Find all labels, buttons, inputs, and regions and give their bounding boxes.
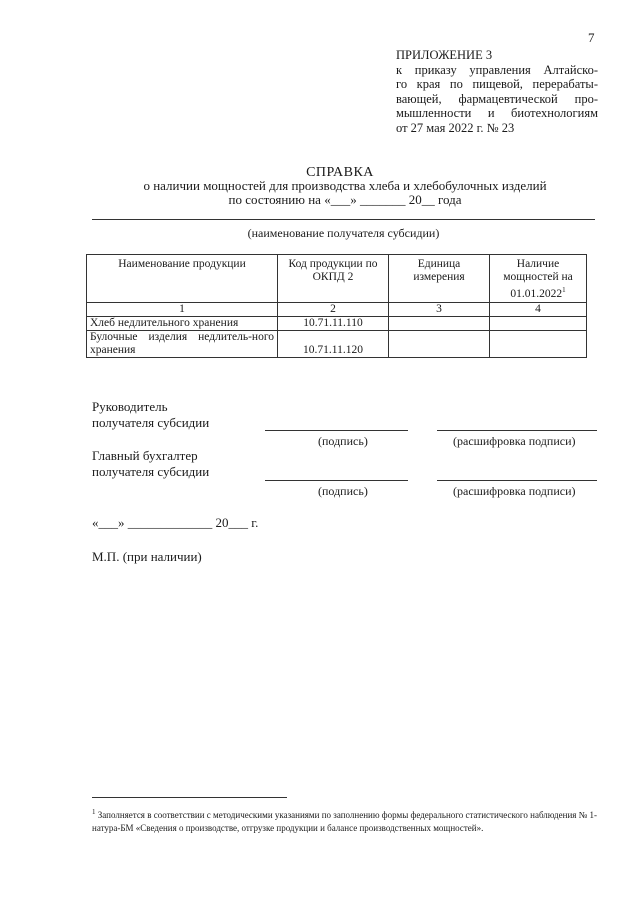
accountant-title: Главный бухгалтер <box>92 448 198 463</box>
head-decoding-line[interactable] <box>437 430 597 431</box>
product-name-cell: Булочные изделия недлитель-ного хранения <box>87 331 278 358</box>
table-row <box>87 331 587 358</box>
appendix-line: го края по пищевой, перерабаты- <box>396 77 598 91</box>
footnote-separator <box>92 797 287 798</box>
accountant-decoding-line[interactable] <box>437 480 597 481</box>
header-capacity <box>490 255 587 303</box>
date-line: «___» _____________ 20___ г. <box>92 515 259 530</box>
column-number: 1 <box>87 303 278 317</box>
capacity-table <box>86 254 587 358</box>
header-okpd-code: Код продукции по ОКПД 2 <box>278 255 389 303</box>
product-name-cell: Хлеб недлительного хранения <box>87 317 278 331</box>
column-number: 4 <box>490 303 587 317</box>
header-unit: Единица измерения <box>389 255 490 303</box>
table-number-row <box>87 303 587 317</box>
appendix-line: мышленности и биотехнологиям <box>396 106 598 120</box>
footnote-text: Заполняется в соответствии с методическими указаниями по заполнению формы федерального статистического наблюдения № 1-натура-БМ «Сведения о производстве, отгрузке продукции и балансе производственных мощностей». <box>92 810 597 833</box>
head-subtitle: получателя субсидии <box>92 415 210 430</box>
stamp-label: М.П. (при наличии) <box>92 549 202 564</box>
appendix-line: от 27 мая 2022 г. № 23 <box>396 120 515 135</box>
recipient-fill-line <box>92 219 595 220</box>
signature-caption: (подпись) <box>318 434 368 448</box>
recipient-label: (наименование получателя субсидии) <box>247 226 440 240</box>
product-code-cell: 10.71.11.120 <box>278 331 389 358</box>
product-code-cell: 10.71.11.110 <box>278 317 389 331</box>
document-title: СПРАВКА <box>306 165 374 180</box>
header-capacity-text: Наличие мощностей на 01.01.2022 <box>503 258 573 300</box>
decoding-caption: (расшифровка подписи) <box>453 434 576 448</box>
appendix-title: ПРИЛОЖЕНИЕ 3 <box>396 48 493 62</box>
unit-cell[interactable] <box>389 331 490 358</box>
column-number: 2 <box>278 303 389 317</box>
appendix-line: вающей, фармацевтической про- <box>396 91 598 106</box>
accountant-subtitle: получателя субсидии <box>92 464 210 479</box>
accountant-signature-line[interactable] <box>265 480 408 481</box>
appendix-block <box>396 48 598 135</box>
table-row <box>87 317 587 331</box>
column-number: 3 <box>389 303 490 317</box>
subtitle-date-line: по состоянию на «___» _______ 20__ года <box>228 191 462 207</box>
head-signature-line[interactable] <box>265 430 408 431</box>
footnote-mark: 1 <box>562 286 566 294</box>
header-product-name: Наименование продукции <box>87 255 278 303</box>
decoding-caption: (расшифровка подписи) <box>453 484 576 498</box>
document-subtitle <box>0 179 640 206</box>
subtitle-line: о наличии мощностей для производства хлеба и хлебобулочных изделий <box>143 178 547 193</box>
footnote <box>92 806 597 835</box>
signature-caption: (подпись) <box>318 484 368 498</box>
head-signature-label <box>92 399 209 431</box>
capacity-cell[interactable] <box>490 317 587 331</box>
accountant-signature-label <box>92 448 209 480</box>
footnote-number: 1 <box>92 808 96 816</box>
table-header-row <box>87 255 587 303</box>
head-title: Руководитель <box>92 399 168 414</box>
page-number: 7 <box>588 30 595 45</box>
capacity-cell[interactable] <box>490 331 587 358</box>
unit-cell[interactable] <box>389 317 490 331</box>
appendix-line: к приказу управления Алтайско- <box>396 62 598 77</box>
